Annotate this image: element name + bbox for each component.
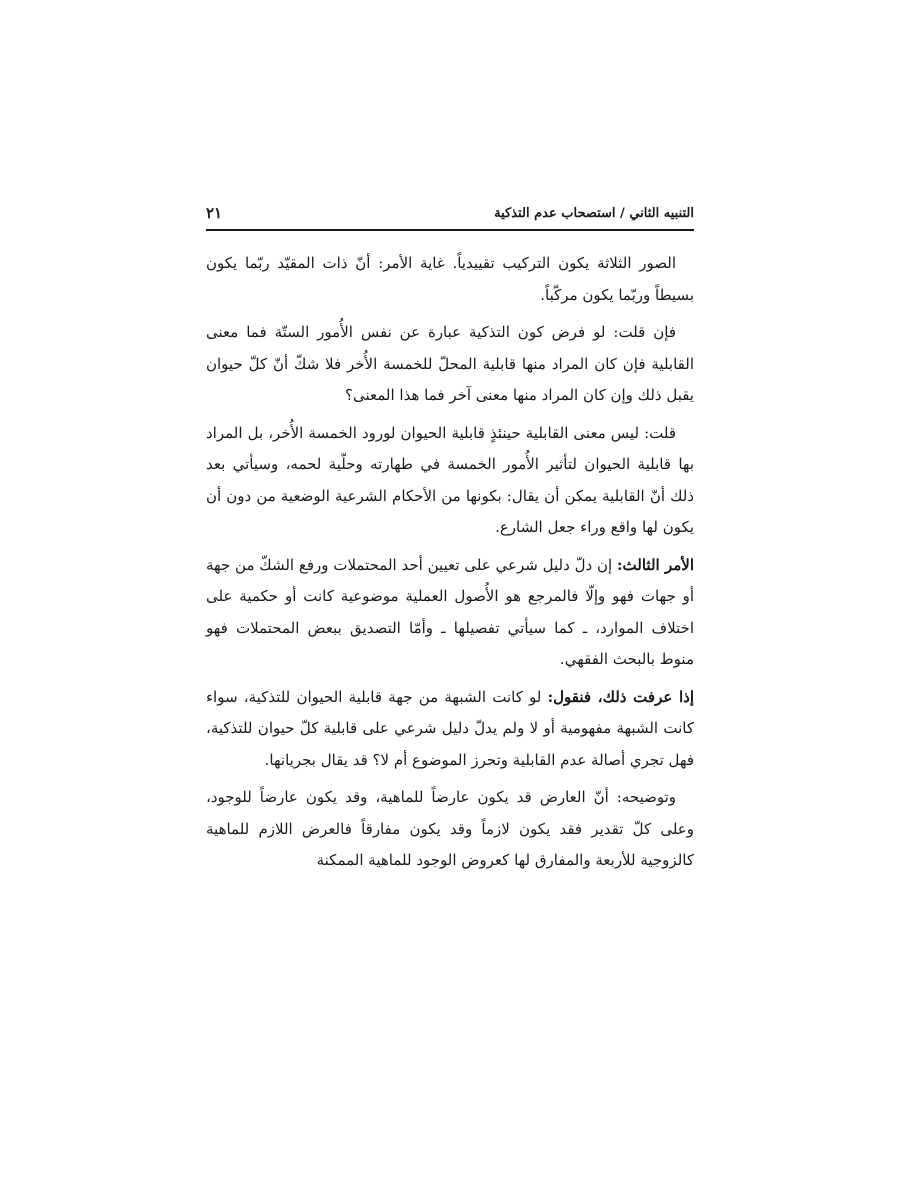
chapter-title: التنبيه الثاني / استصحاب عدم التذكية [494, 206, 694, 221]
paragraph-5 [206, 682, 694, 777]
paragraph-text: إن دلّ دليل شرعي على تعيين أحد المحتملات ورفع الشكّ من جهة أو جهات فهو وإلّا فالمرجع هو الأُصول العملية موضوعية كانت أو حكمية على اختلاف الموارد، ـ كما سيأتي تفصيلها ـ وأمّا التصديق ببعض المحتملات فهو منوط بالبحث الفقهي. [206, 555, 694, 668]
paragraph-text: لو كانت الشبهة من جهة قابلية الحيوان للتذكية، سواء كانت الشبهة مفهومية أو لا ولم يدلّ دليل شرعي على قابلية كلّ حيوان للتذكية، فهل تجري أصالة عدم القابلية وتحرز الموضوع أم لا؟ قد يقال بجريانها. [206, 687, 694, 769]
paragraph-2 [206, 317, 694, 412]
paragraph-text: فإن قلت: لو فرض كون التذكية عبارة عن نفس الأُمور الستّة فما معنى القابلية فإن كان المراد منها قابلية المحلّ للخمسة الأُخر فلا شكّ أنّ كلّ حيوان يقبل ذلك وإن كان المراد منها معنى آخر فما هذا المعنى؟ [206, 323, 694, 404]
paragraph-1 [206, 248, 694, 311]
page-number: ٢١ [206, 204, 223, 222]
header-rule [206, 229, 694, 231]
paragraph-6 [206, 782, 694, 877]
paragraph-text: وتوضيحه: أنّ العارض قد يكون عارضاً للماهية، وقد يكون عارضاً للوجود، وعلى كلّ تقدير فقد يكون لازماً وقد يكون مفارقاً فالعرض اللازم للماهية كالزوجية للأربعة والمفارق لها كعروض الوجود للماهية الممكنة [206, 788, 694, 869]
body-text [206, 248, 694, 883]
paragraph-3 [206, 418, 694, 544]
paragraph-lead: الأمر الثالث: [617, 555, 694, 574]
paragraph-4 [206, 550, 694, 676]
paragraph-text: الصور الثلاثة يكون التركيب تقييدياً. غاية الأمر: أنّ ذات المقيّد ربّما يكون بسيطاً وربّما يكون مركّباً. [206, 254, 694, 304]
paragraph-lead: إذا عرفت ذلك، فنقول: [547, 687, 694, 706]
paragraph-text: قلت: ليس معنى القابلية حينئذٍ قابلية الحيوان لورود الخمسة الأُخر، بل المراد بها قابلية الحيوان لتأثير الأُمور الخمسة في طهارته وحلّية لحمه، وسيأتي بعد ذلك أنّ القابلية يمكن أن يقال: بكونها من الأحكام الشرعية الوضعية من دون أن يكون لها واقع وراء جعل الشارع. [206, 423, 694, 536]
running-header [206, 200, 694, 230]
